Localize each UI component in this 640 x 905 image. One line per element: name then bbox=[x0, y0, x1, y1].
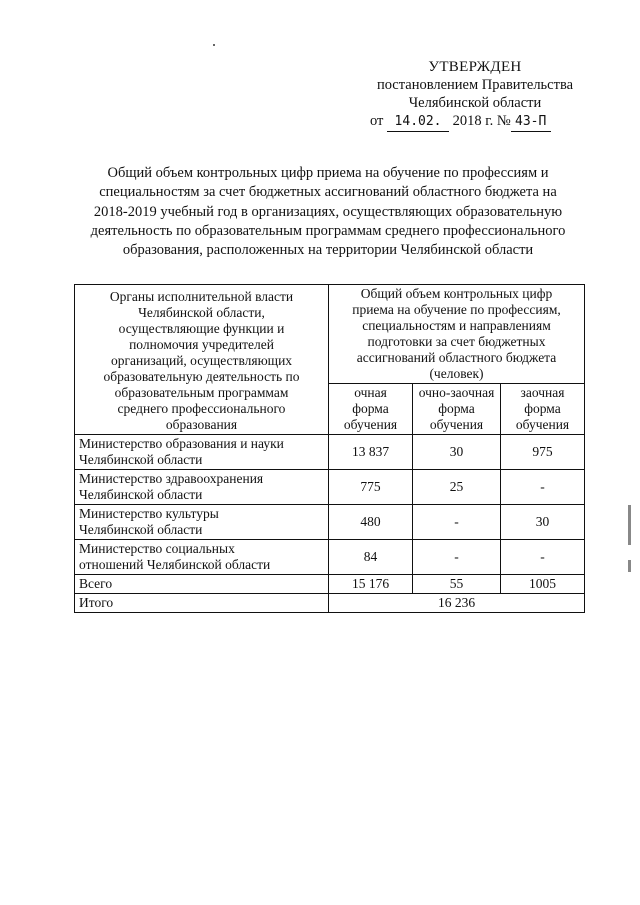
label-line: Министерство здравоохранения bbox=[79, 471, 264, 486]
header-line: форма bbox=[352, 401, 389, 416]
scan-edge-mark bbox=[628, 560, 631, 572]
header-line: обучения bbox=[429, 417, 484, 432]
table-row bbox=[75, 470, 585, 505]
header-line: образовательным программам bbox=[114, 384, 289, 400]
cell-part-time: 30 bbox=[413, 435, 501, 470]
row-label bbox=[75, 435, 329, 470]
header-line: ассигнований областного бюджета bbox=[356, 350, 557, 365]
total-part-time: 55 bbox=[413, 575, 501, 594]
approval-line-1: постановлением Правительства bbox=[376, 77, 574, 93]
approval-date-field: 14.02. bbox=[387, 113, 449, 132]
approval-line-2: Челябинской области bbox=[408, 95, 542, 111]
cell-full-time: 480 bbox=[329, 505, 413, 540]
scan-edge-mark bbox=[628, 505, 631, 545]
header-line: Общий объем контрольных цифр bbox=[360, 286, 553, 301]
scan-speck bbox=[213, 44, 215, 46]
header-full-time bbox=[329, 384, 413, 435]
header-line: организаций, осуществляющих bbox=[110, 352, 293, 368]
header-line: заочная bbox=[520, 385, 565, 400]
title-line: 2018-2019 учебный год в организациях, осуществляющих образовательную bbox=[93, 203, 563, 220]
row-label bbox=[75, 470, 329, 505]
header-line: форма bbox=[524, 401, 561, 416]
title-line: деятельность по образовательным программам среднего профессионального bbox=[90, 222, 566, 239]
approval-year: 2018 г. bbox=[452, 113, 494, 129]
cell-part-time: - bbox=[413, 540, 501, 575]
header-line: специальностям и направлениям bbox=[362, 318, 551, 333]
number-label: № bbox=[496, 113, 511, 129]
cell-part-time: 25 bbox=[413, 470, 501, 505]
label-line: Министерство культуры bbox=[79, 506, 219, 521]
header-line: приема на обучение по профессиям, bbox=[352, 302, 561, 317]
approval-block bbox=[360, 58, 590, 132]
header-line: обучения bbox=[515, 417, 570, 432]
header-line: форма bbox=[438, 401, 475, 416]
cell-distance: - bbox=[501, 470, 585, 505]
from-label: от bbox=[370, 113, 384, 129]
table-row bbox=[75, 540, 585, 575]
approval-number-field: 43-П bbox=[511, 113, 551, 132]
total-row bbox=[75, 575, 585, 594]
label-line: отношений Челябинской области bbox=[79, 557, 271, 572]
header-line: подготовки за счет бюджетных bbox=[367, 334, 546, 349]
admission-table bbox=[74, 284, 585, 613]
cell-distance: 30 bbox=[501, 505, 585, 540]
total-label: Всего bbox=[75, 575, 329, 594]
header-line: среднего профессионального bbox=[117, 400, 286, 416]
row-label bbox=[75, 540, 329, 575]
header-line: (человек) bbox=[429, 366, 484, 381]
header-authorities bbox=[75, 285, 329, 435]
approved-heading: УТВЕРЖДЕН bbox=[428, 59, 522, 75]
label-line: Челябинской области bbox=[79, 487, 203, 502]
approval-date-line bbox=[360, 112, 590, 132]
header-part-time bbox=[413, 384, 501, 435]
header-line: осуществляющие функции и bbox=[118, 320, 285, 336]
header-line: очно-заочная bbox=[418, 385, 495, 400]
header-line: Органы исполнительной власти bbox=[109, 288, 294, 304]
document-title bbox=[74, 164, 582, 260]
total-full-time: 15 176 bbox=[329, 575, 413, 594]
title-line: Общий объем контрольных цифр приема на обучение по профессиям и bbox=[107, 165, 549, 181]
grand-total-value: 16 236 bbox=[329, 594, 585, 613]
label-line: Челябинской области bbox=[79, 522, 203, 537]
cell-distance: - bbox=[501, 540, 585, 575]
header-line: очная bbox=[354, 385, 387, 400]
title-line: специальностям за счет бюджетных ассигнований областного бюджета на bbox=[99, 184, 557, 201]
header-line: образовательную деятельность по bbox=[103, 368, 300, 384]
header-row bbox=[75, 285, 585, 384]
header-total-volume bbox=[329, 285, 585, 384]
cell-full-time: 84 bbox=[329, 540, 413, 575]
grand-total-label: Итого bbox=[75, 594, 329, 613]
header-line: Челябинской области, bbox=[138, 304, 265, 320]
label-line: Министерство образования и науки bbox=[79, 436, 284, 451]
row-label bbox=[75, 505, 329, 540]
cell-distance: 975 bbox=[501, 435, 585, 470]
header-line: образования bbox=[165, 416, 238, 432]
total-distance: 1005 bbox=[501, 575, 585, 594]
title-line: образования, расположенных на территории Челябинской области bbox=[122, 242, 534, 259]
table-row bbox=[75, 435, 585, 470]
cell-part-time: - bbox=[413, 505, 501, 540]
header-distance bbox=[501, 384, 585, 435]
header-line: полномочия учредителей bbox=[129, 336, 274, 352]
cell-full-time: 13 837 bbox=[329, 435, 413, 470]
table-row bbox=[75, 505, 585, 540]
grand-total-row bbox=[75, 594, 585, 613]
header-line: обучения bbox=[343, 417, 398, 432]
label-line: Челябинской области bbox=[79, 452, 203, 467]
cell-full-time: 775 bbox=[329, 470, 413, 505]
label-line: Министерство социальных bbox=[79, 541, 235, 556]
